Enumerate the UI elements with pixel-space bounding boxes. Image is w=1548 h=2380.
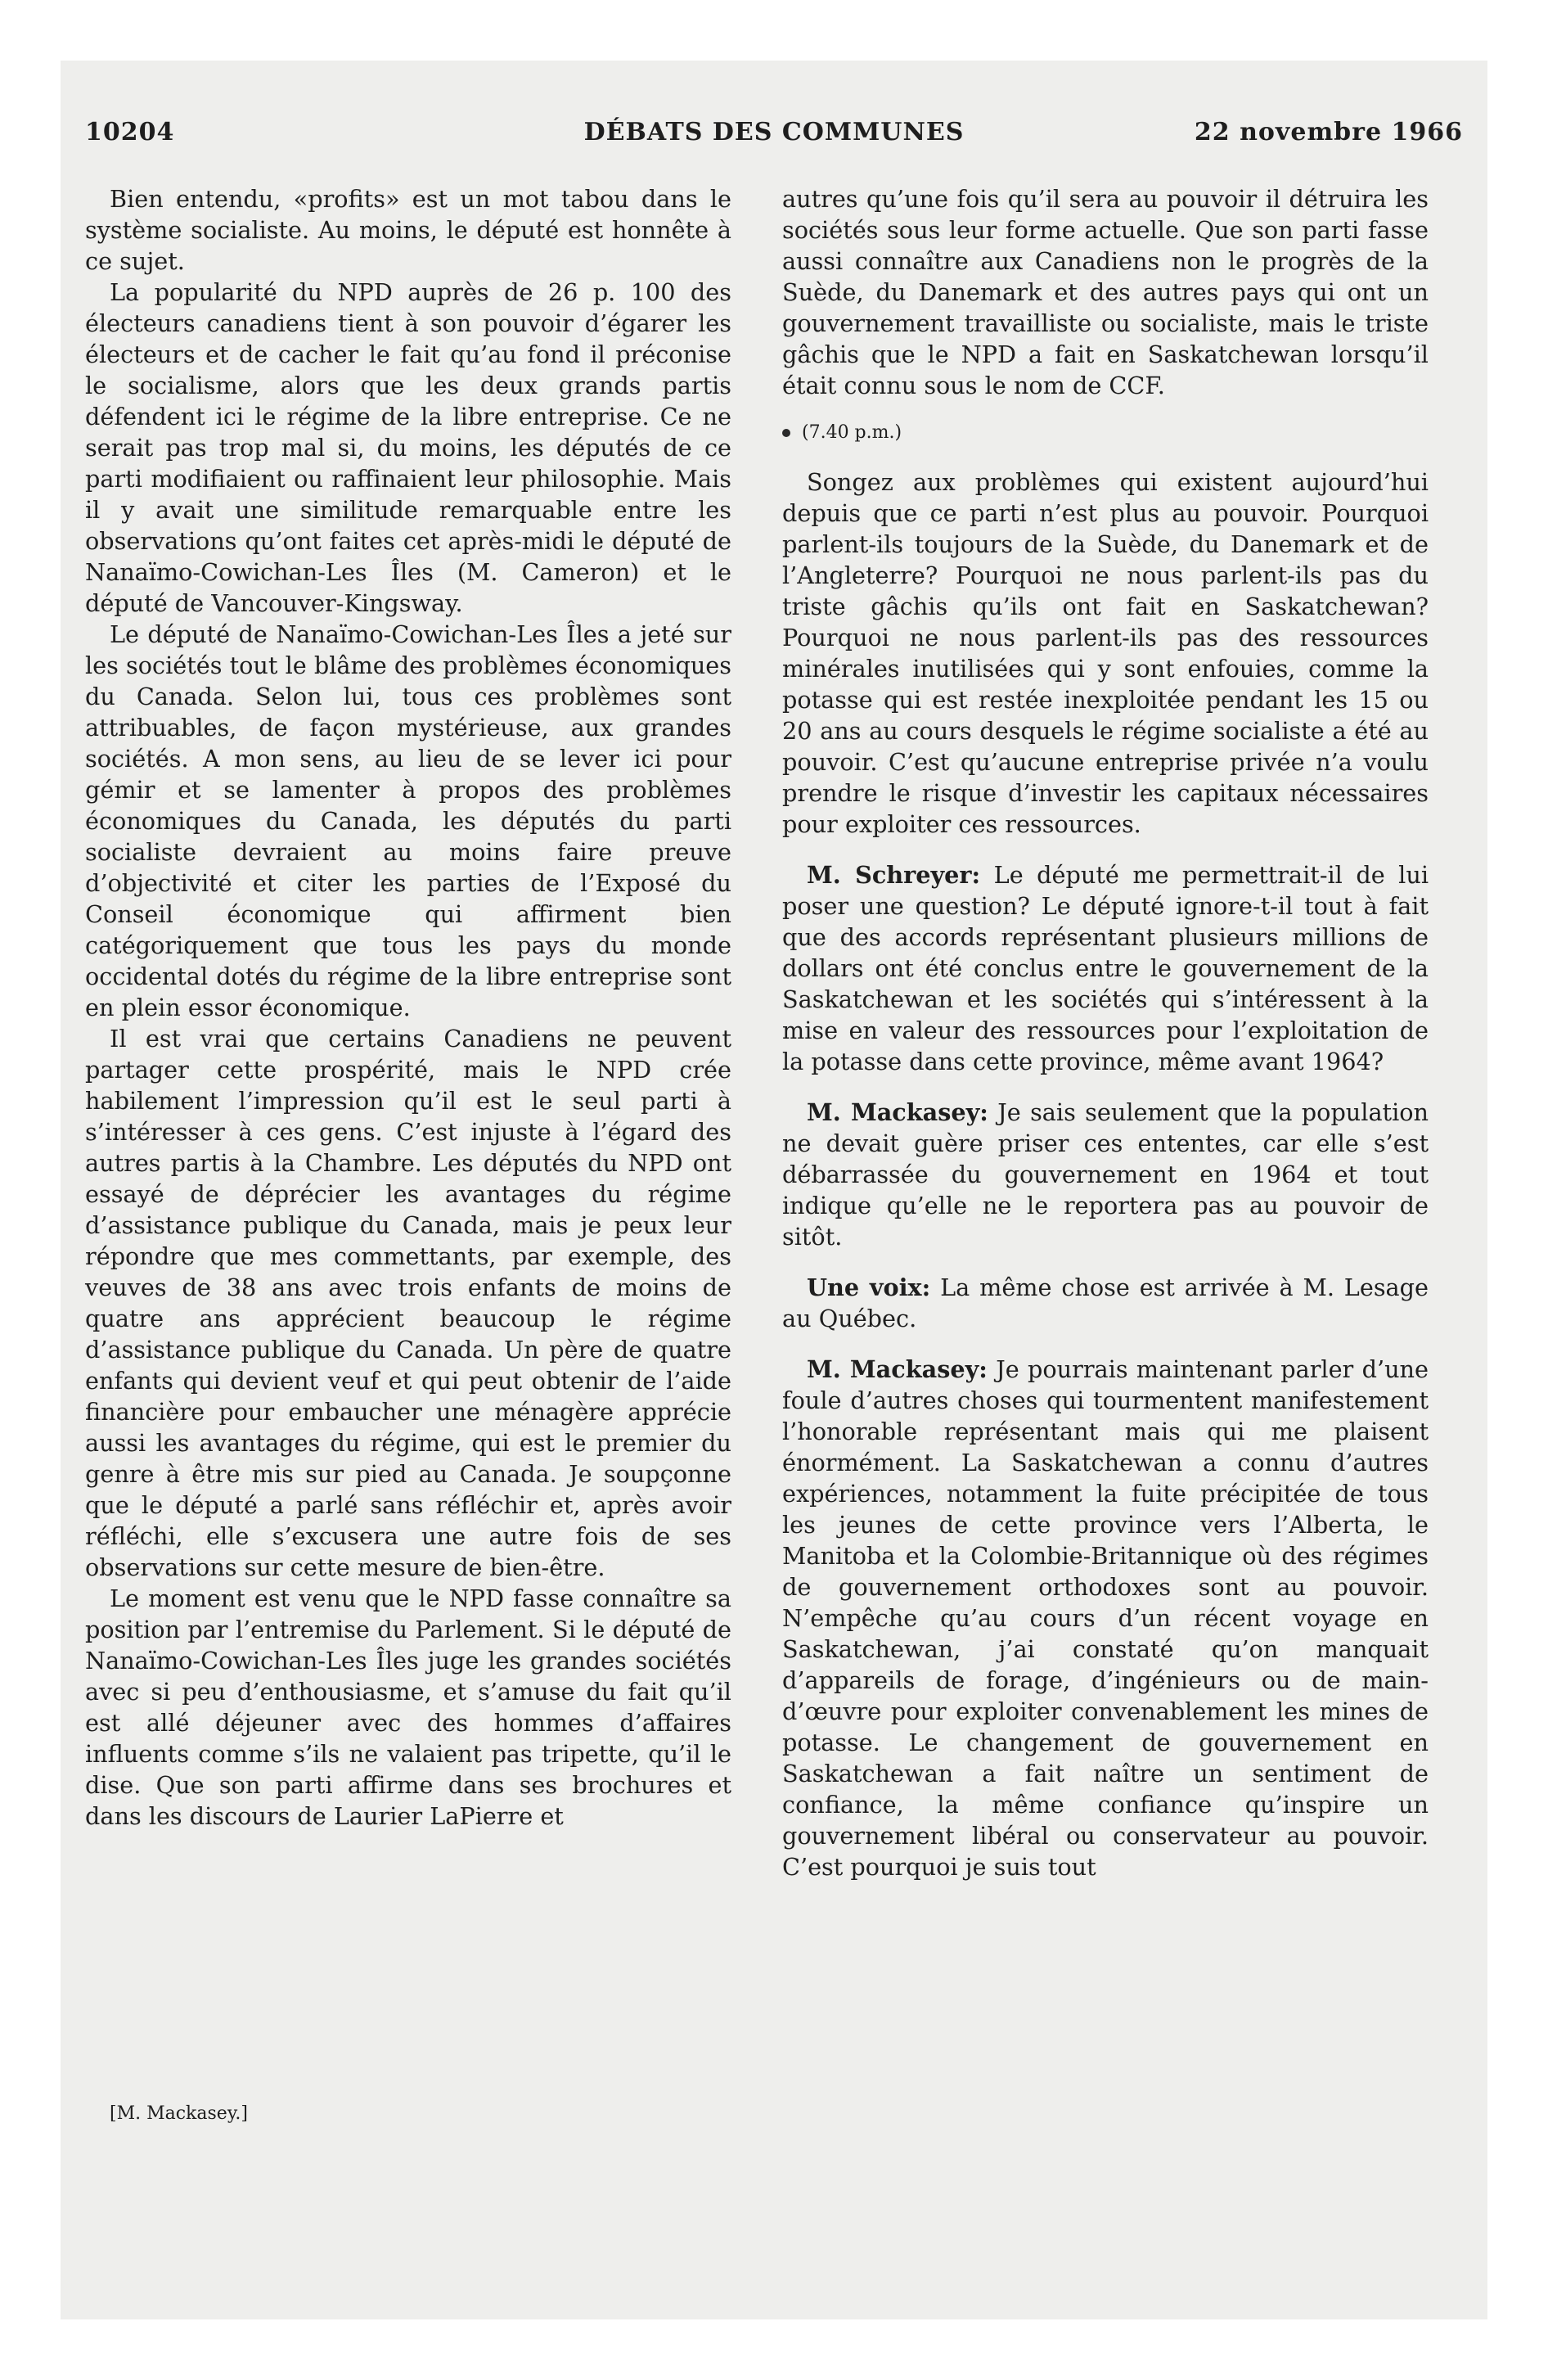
- time-stamp: [782, 417, 1429, 449]
- time-label: (7.40 p.m.): [802, 422, 902, 443]
- speaker-name: M. Schreyer:: [807, 861, 981, 889]
- speech: [782, 859, 1429, 1077]
- speech-text: Je pourrais maintenant parler d’une foule d’autres choses qui tourmentent manifestement l’honorable représentant mais qui me plaisent énormément. La Saskatchewan a connu d’autres expériences, notamment la fuite précipitée de tous les jeunes de cette province vers l’Alberta, le Manitoba et la Colombie-Britannique où des régimes de gouvernement orthodoxes sont au pouvoir. N’empêche qu’au cours d’un récent voyage en Saskatchewan, j’ai constaté qu’on manquait d’appareils de forage, d’ingénieurs ou de main-d’œuvre pour exploiter convenablement les mines de potasse. Le changement de gouvernement en Saskatchewan a fait naître un sentiment de confiance, la même confiance qu’inspire un gouvernement libéral ou conservateur au pouvoir. C’est pourquoi je suis tout: [782, 1355, 1429, 1881]
- publication-title: DÉBATS DES COMMUNES: [583, 118, 965, 146]
- page-header: [85, 118, 1463, 154]
- speaker-name: M. Mackasey:: [807, 1355, 988, 1383]
- paragraph: Le moment est venu que le NPD fasse connaître sa position par l’entremise du Parlement. Si le député de Nanaïmo-Cowichan-Les Îles juge les grandes sociétés avec si peu d’enthousiasme, et s’amuse du fait qu’il est allé déjeuner avec des hommes d’affaires influents comme s’ils ne valaient pas tripette, qu’il le dise. Que son parti affirme dans ses brochures et dans les discours de Laurier LaPierre et: [85, 1584, 731, 1830]
- page-number: 10204: [85, 118, 175, 146]
- paragraph: La popularité du NPD auprès de 26 p. 100 des électeurs canadiens tient à son pouvoir d’égarer les électeurs et de cacher le fait qu’au fond il préconise le socialisme, alors que les deux grands partis défendent ici le régime de la libre entreprise. Ce ne serait pas trop mal si, du moins, les députés de ce parti modifiaient ou raffinaient leur philosophie. Mais il y avait une similitude remarquable entre les observations qu’ont faites cet après-midi le député de Nanaïmo-Cowichan-Les Îles (M. Cameron) et le député de Vancouver-Kingsway.: [85, 278, 731, 617]
- paragraph: autres qu’une fois qu’il sera au pouvoir il détruira les sociétés sous leur forme actuelle. Que son parti fasse aussi connaître aux Canadiens non le progrès de la Suède, du Danemark et des autres pays qui ont un gouvernement travailliste ou socialiste, mais le triste gâchis que le NPD a fait en Saskatchewan lorsqu’il était connu sous le nom de CCF.: [782, 185, 1429, 399]
- speaker-name: Une voix:: [807, 1273, 931, 1301]
- speech: [782, 1354, 1429, 1882]
- speech-text: Je sais seulement que la population ne devait guère priser ces ententes, car elle s’est débarrassée du gouvernement en 1964 et tout indique qu’elle ne le reportera pas au pouvoir de sitôt.: [782, 1098, 1429, 1251]
- speech: [782, 1272, 1429, 1334]
- speech-text: La même chose est arrivée à M. Lesage au Québec.: [782, 1273, 1429, 1332]
- paragraph: Bien entendu, «profits» est un mot tabou dans le système socialiste. Au moins, le député est honnête à ce sujet.: [85, 185, 731, 275]
- right-column: [782, 183, 1429, 1882]
- speaker-note: [M. Mackasey.]: [110, 2103, 248, 2124]
- page-date: 22 novembre 1966: [1194, 118, 1463, 146]
- document-page: [61, 61, 1487, 2319]
- left-column: [85, 183, 731, 1832]
- speech-text: Le député me permettrait-il de lui poser une question? Le député ignore-t-il tout à fait que des accords représentant plusieurs millions de dollars ont été conclus entre le gouvernement de la Saskatchewan et les sociétés qui s’intéressent à la mise en valeur des ressources pour l’exploitation de la potasse dans cette province, même avant 1964?: [782, 861, 1429, 1075]
- paragraph: Le député de Nanaïmo-Cowichan-Les Îles a jeté sur les sociétés tout le blâme des problèmes économiques du Canada. Selon lui, tous ces problèmes sont attribuables, de façon mystérieuse, aux grandes sociétés. A mon sens, au lieu de se lever ici pour gémir et se lamenter à propos des problèmes économiques du Canada, les députés du parti socialiste devraient au moins faire preuve d’objectivité et citer les parties de l’Exposé du Conseil économique qui affirment bien catégoriquement que tous les pays du monde occidental dotés du régime de la libre entreprise sont en plein essor économique.: [85, 620, 731, 1021]
- paragraph: Il est vrai que certains Canadiens ne peuvent partager cette prospérité, mais le NPD crée habilement l’impression qu’il est le seul parti à s’intéresser à ces gens. C’est injuste à l’égard des autres partis à la Chambre. Les députés du NPD ont essayé de déprécier les avantages du régime d’assistance publique du Canada, mais je peux leur répondre que mes commettants, par exemple, des veuves de 38 ans avec trois enfants de moins de quatre ans apprécient beaucoup le régime d’assistance publique du Canada. Un père de quatre enfants qui devient veuf et qui peut obtenir de l’aide financière pour embaucher une ménagère apprécie aussi les avantages du régime, qui est le premier du genre à être mis sur pied au Canada. Je soupçonne que le député a parlé sans réfléchir et, après avoir réfléchi, elle s’excusera une autre fois de ses observations sur cette mesure de bien-être.: [85, 1025, 731, 1581]
- paragraph: Songez aux problèmes qui existent aujourd’hui depuis que ce parti n’est plus au pouvoir. Pourquoi parlent-ils toujours de la Suède, du Danemark et de l’Angleterre? Pourquoi ne nous parlent-ils pas du triste gâchis qu’ils ont fait en Saskatchewan? Pourquoi ne nous parlent-ils pas des ressources minérales inutilisées qui y sont enfouies, comme la potasse qui est restée inexploitée pendant les 15 ou 20 ans au cours desquels le régime socialiste a été au pouvoir. C’est qu’aucune entreprise privée n’a voulu prendre le risque d’investir les capitaux nécessaires pour exploiter ces ressources.: [782, 468, 1429, 838]
- speaker-name: M. Mackasey:: [807, 1098, 988, 1126]
- speech: [782, 1097, 1429, 1252]
- bullet-icon: [782, 429, 790, 437]
